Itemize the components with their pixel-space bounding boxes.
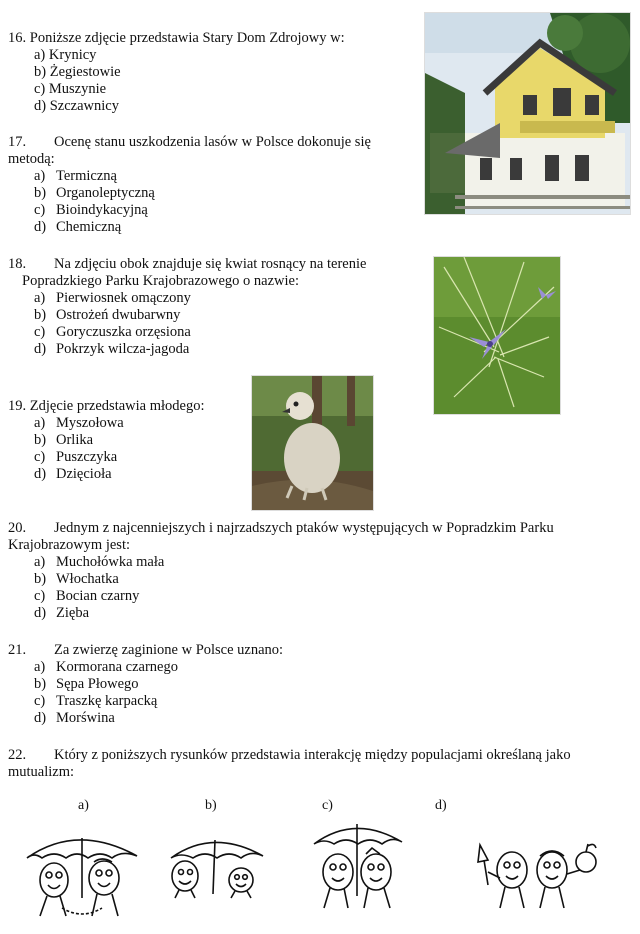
drawing-d[interactable]: [470, 830, 605, 915]
q22-text-line1: Który z poniższych rysunków przedstawia interakcję między populacjami określaną jako: [54, 747, 571, 763]
q22-text-line2: mutualizm:: [8, 764, 75, 780]
q21-option-b[interactable]: b) Sępa Płowego: [34, 676, 139, 692]
q17-option-b[interactable]: b) Organoleptyczną: [34, 185, 155, 201]
q16-option-c[interactable]: c) Muszynie: [34, 81, 107, 97]
drawing-label-d: d): [435, 798, 447, 813]
q17-text-line2: metodą:: [8, 151, 55, 167]
q17-option-a[interactable]: a) Termiczną: [34, 168, 117, 184]
flower-photo: [433, 256, 561, 415]
q17-number: 17.: [8, 134, 27, 150]
q20-option-a[interactable]: a) Muchołówka mała: [34, 554, 165, 570]
q18-text-line2: Popradzkiego Parku Krajobrazowego o nazwie:: [22, 273, 300, 289]
q21-question: [8, 642, 283, 660]
q20-question: [8, 520, 554, 538]
drawing-label-b: b): [205, 798, 217, 813]
spa-house-photo: [424, 12, 631, 215]
q17-option-d[interactable]: d) Chemiczną: [34, 219, 122, 235]
q16-option-b[interactable]: b) Żegiestowie: [34, 64, 121, 80]
q18-option-a[interactable]: a) Pierwiosnek omączony: [34, 290, 191, 306]
q17-question: [8, 134, 371, 152]
q17-text-line1: Ocenę stanu uszkodzenia lasów w Polsce dokonuje się: [54, 134, 371, 150]
q21-text: Za zwierzę zaginione w Polsce uznano:: [54, 642, 284, 658]
q18-option-c[interactable]: c) Goryczuszka orzęsiona: [34, 324, 191, 340]
q21-number: 21.: [8, 642, 27, 658]
q22-number: 22.: [8, 747, 27, 763]
q16-question: [8, 30, 345, 48]
young-bird-photo: [251, 375, 374, 511]
q19-option-c[interactable]: c) Puszczyka: [34, 449, 118, 465]
drawing-label-c: c): [322, 798, 333, 813]
q16-option-d[interactable]: d) Szczawnicy: [34, 98, 119, 114]
q18-number: 18.: [8, 256, 27, 272]
q19-question: 19. Zdjęcie przedstawia młodego:: [8, 398, 205, 414]
drawing-a[interactable]: [22, 828, 142, 923]
q17-option-c[interactable]: c) Bioindykacyjną: [34, 202, 148, 218]
q19-option-b[interactable]: b) Orlika: [34, 432, 94, 448]
q21-option-c[interactable]: c) Traszkę karpacką: [34, 693, 158, 709]
q20-number: 20.: [8, 520, 27, 536]
q16-text: Poniższe zdjęcie przedstawia Stary Dom Zdrojowy w:: [29, 30, 345, 46]
q18-option-b[interactable]: b) Ostrożeń dwubarwny: [34, 307, 181, 323]
q21-option-a[interactable]: a) Kormorana czarnego: [34, 659, 178, 675]
q21-option-d[interactable]: d) Morświna: [34, 710, 115, 726]
q18-question: [8, 256, 366, 274]
drawing-c[interactable]: [310, 818, 405, 913]
q20-text-line2: Krajobrazowym jest:: [8, 537, 131, 553]
drawing-b[interactable]: [163, 832, 273, 902]
q18-text-line1: Na zdjęciu obok znajduje się kwiat rosnący na terenie: [54, 256, 367, 272]
q16-option-a[interactable]: a) Krynicy: [34, 47, 97, 63]
q20-option-d[interactable]: d) Zięba: [34, 605, 90, 621]
q19-option-d[interactable]: d) Dzięcioła: [34, 466, 112, 482]
q16-number: 16.: [8, 30, 27, 46]
q20-option-b[interactable]: b) Włochatka: [34, 571, 119, 587]
q18-option-d[interactable]: d) Pokrzyk wilcza-jagoda: [34, 341, 190, 357]
q20-option-c[interactable]: c) Bocian czarny: [34, 588, 140, 604]
q19-option-a[interactable]: a) Myszołowa: [34, 415, 124, 431]
q22-question: [8, 747, 571, 765]
q20-text-line1: Jednym z najcenniejszych i najrzadszych ptaków występujących w Popradzkim Parku: [54, 520, 554, 536]
drawing-label-a: a): [78, 798, 89, 813]
